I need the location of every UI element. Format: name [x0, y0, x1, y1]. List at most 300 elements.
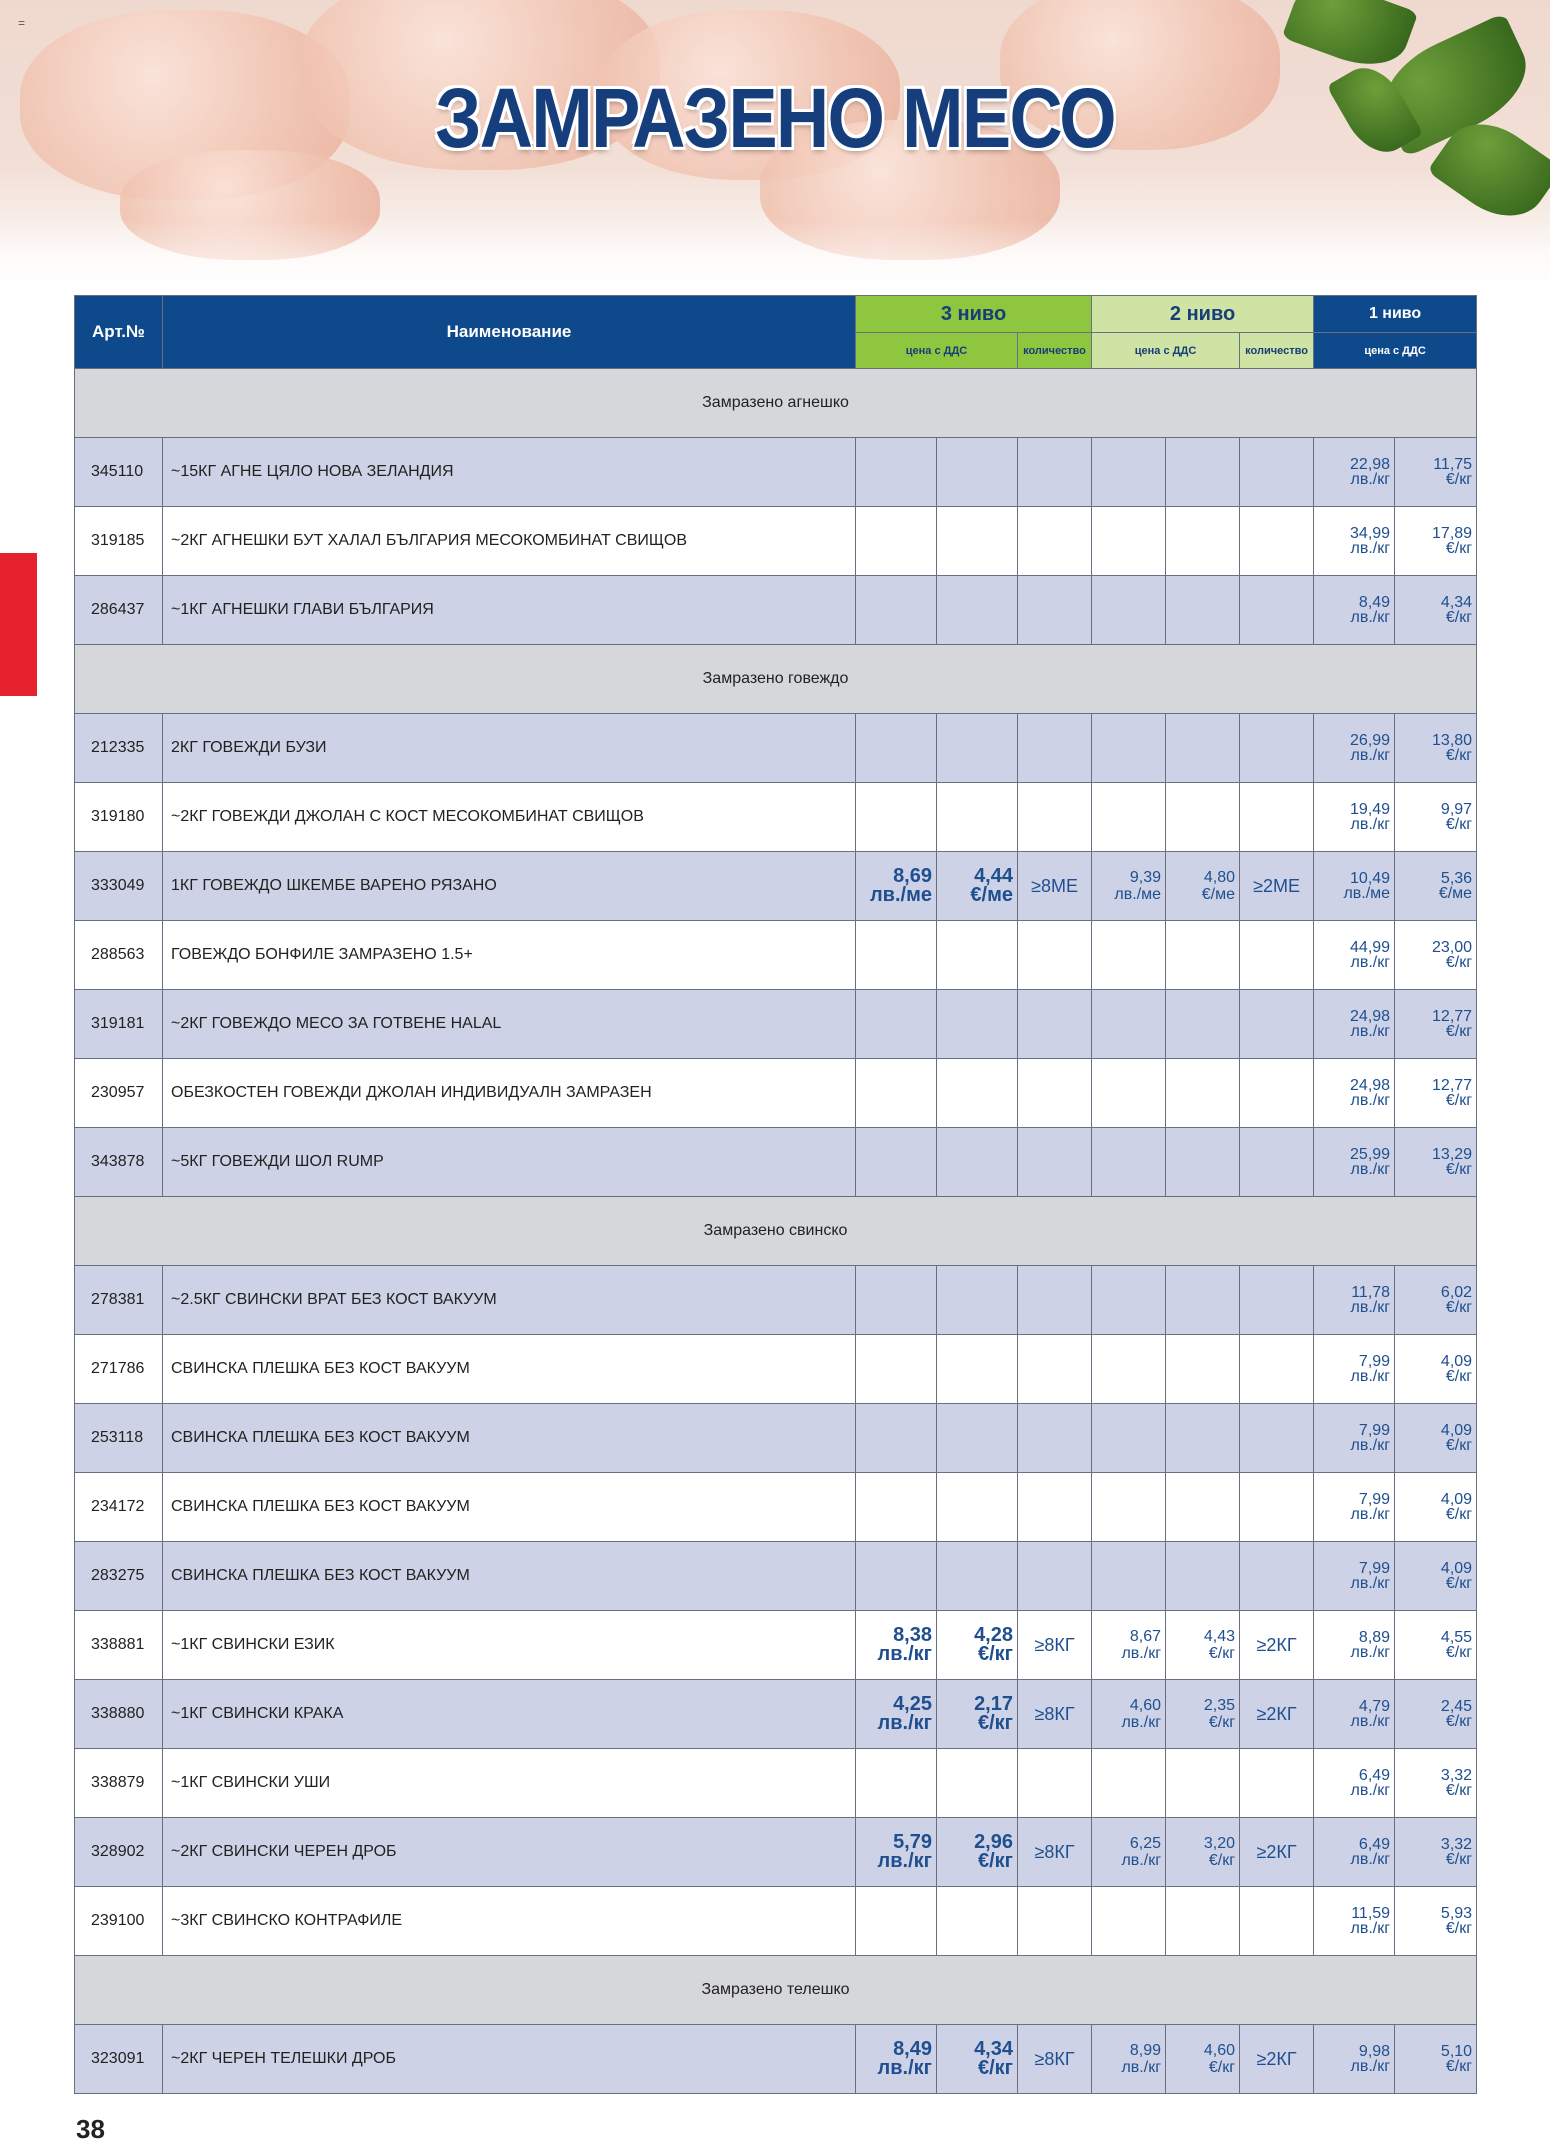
level1-price-eur-unit: €/кг — [1445, 1644, 1473, 1661]
level3-price-eur — [937, 576, 1018, 645]
section-side-tab — [0, 553, 37, 696]
level1-price-eur-unit: €/кг — [1445, 1782, 1473, 1799]
level2-price-bgn — [1092, 1059, 1166, 1128]
level3-price-bgn — [856, 1266, 937, 1335]
level1-price-bgn-unit: лв./кг — [1350, 747, 1391, 764]
level2-quantity — [1240, 1335, 1314, 1404]
level1-price-bgn-value: 26,99 — [1350, 732, 1391, 749]
article-code: 338880 — [75, 1680, 163, 1749]
level2-price-eur — [1166, 1059, 1240, 1128]
level2-price-eur — [1166, 1749, 1240, 1818]
level1-price-eur-unit: €/ме — [1438, 885, 1473, 902]
level3-quantity — [1018, 507, 1092, 576]
level2-price-bgn-value: 4,60 — [1129, 1697, 1162, 1714]
level1-price-bgn-value: 8,49 — [1358, 594, 1391, 611]
level3-quantity — [1018, 1749, 1092, 1818]
level2-price-eur — [1166, 990, 1240, 1059]
level3-price-bgn-value: 4,25 — [893, 1693, 932, 1715]
category-label: Замразено агнешко — [75, 369, 1477, 438]
level2-price-eur-value: 3,20 — [1203, 1835, 1236, 1852]
level2-price-bgn-unit: лв./кг — [1121, 1714, 1162, 1731]
level3-price-eur-value: 4,34 — [974, 2038, 1013, 2060]
product-name: ~2КГ ГОВЕЖДИ ДЖОЛАН С КОСТ МЕСОКОМБИНАТ СВИЩОВ — [163, 783, 856, 852]
article-code: 271786 — [75, 1335, 163, 1404]
level3-price-bgn-unit: лв./кг — [877, 1643, 932, 1665]
product-name: ~5КГ ГОВЕЖДИ ШОЛ RUMP — [163, 1128, 856, 1197]
level1-price-bgn-unit: лв./кг — [1350, 1644, 1391, 1661]
product-name: ~2КГ ГОВЕЖДО МЕСО ЗА ГОТВЕНЕ HALAL — [163, 990, 856, 1059]
level3-quantity — [1018, 1887, 1092, 1956]
level1-price-eur-unit: €/кг — [1445, 471, 1473, 488]
level1-price-eur-value: 4,09 — [1440, 1422, 1473, 1439]
level1-price-eur-value: 4,09 — [1440, 1560, 1473, 1577]
level2-quantity: ≥2МЕ — [1240, 852, 1314, 921]
subheader-level3-quantity: количество — [1018, 333, 1092, 369]
article-code: 253118 — [75, 1404, 163, 1473]
level2-quantity — [1240, 921, 1314, 990]
level2-price-bgn — [1092, 2025, 1166, 2094]
level3-price-bgn — [856, 852, 937, 921]
level3-price-bgn — [856, 1611, 937, 1680]
level2-price-eur — [1166, 1404, 1240, 1473]
level2-price-eur — [1166, 576, 1240, 645]
level3-price-eur — [937, 1749, 1018, 1818]
level1-price-eur-unit: €/кг — [1445, 1920, 1473, 1937]
level1-price-bgn-value: 8,89 — [1358, 1629, 1391, 1646]
table-row — [75, 1611, 1477, 1680]
level3-price-bgn — [856, 438, 937, 507]
table-row — [75, 507, 1477, 576]
category-row — [75, 645, 1477, 714]
article-code: 338881 — [75, 1611, 163, 1680]
level1-price-eur — [1395, 576, 1477, 645]
level3-price-bgn — [856, 990, 937, 1059]
article-code: 319185 — [75, 507, 163, 576]
product-name: ~3КГ СВИНСКО КОНТРАФИЛЕ — [163, 1887, 856, 1956]
level1-price-eur-value: 12,77 — [1432, 1008, 1473, 1025]
article-code: 239100 — [75, 1887, 163, 1956]
table-row — [75, 714, 1477, 783]
header-name: Наименование — [163, 296, 856, 369]
level2-price-eur — [1166, 921, 1240, 990]
level1-price-eur — [1395, 1404, 1477, 1473]
level2-price-bgn — [1092, 921, 1166, 990]
level2-price-bgn — [1092, 1335, 1166, 1404]
level3-price-bgn — [856, 1542, 937, 1611]
category-row — [75, 369, 1477, 438]
category-label: Замразено телешко — [75, 1956, 1477, 2025]
level3-price-eur-unit: €/кг — [977, 2057, 1013, 2079]
subheader-level1-price: цена с ДДС — [1314, 333, 1477, 369]
level1-price-bgn — [1314, 1059, 1395, 1128]
article-code: 288563 — [75, 921, 163, 990]
level2-price-eur-value: 2,35 — [1203, 1697, 1236, 1714]
corner-mark: = — [18, 16, 26, 30]
product-name: СВИНСКА ПЛЕШКА БЕЗ КОСТ ВАКУУМ — [163, 1542, 856, 1611]
table-row — [75, 2025, 1477, 2094]
product-name: ~1КГ СВИНСКИ УШИ — [163, 1749, 856, 1818]
level1-price-bgn-unit: лв./кг — [1350, 1920, 1391, 1937]
level2-price-bgn — [1092, 1680, 1166, 1749]
level2-price-eur-value: 4,43 — [1203, 1628, 1236, 1645]
level2-quantity — [1240, 1542, 1314, 1611]
product-name: ~15КГ АГНЕ ЦЯЛО НОВА ЗЕЛАНДИЯ — [163, 438, 856, 507]
level1-price-eur — [1395, 2025, 1477, 2094]
article-code: 319180 — [75, 783, 163, 852]
level2-price-bgn — [1092, 852, 1166, 921]
level2-price-bgn-value: 8,99 — [1129, 2042, 1162, 2059]
level3-price-eur-unit: €/кг — [977, 1643, 1013, 1665]
level2-price-eur — [1166, 1266, 1240, 1335]
table-row — [75, 1128, 1477, 1197]
level1-price-bgn-unit: лв./кг — [1350, 1368, 1391, 1385]
table-row — [75, 1818, 1477, 1887]
level2-price-bgn-unit: лв./кг — [1121, 2059, 1162, 2076]
article-code: 323091 — [75, 2025, 163, 2094]
level2-price-eur — [1166, 1335, 1240, 1404]
level1-price-eur-unit: €/кг — [1445, 1506, 1473, 1523]
level1-price-bgn — [1314, 576, 1395, 645]
level1-price-eur-unit: €/кг — [1445, 816, 1473, 833]
level1-price-eur — [1395, 507, 1477, 576]
level1-price-eur — [1395, 714, 1477, 783]
level3-price-eur — [937, 714, 1018, 783]
level1-price-eur — [1395, 1818, 1477, 1887]
level1-price-eur-value: 5,10 — [1440, 2043, 1473, 2060]
product-name: ~2.5КГ СВИНСКИ ВРАТ БЕЗ КОСТ ВАКУУМ — [163, 1266, 856, 1335]
level3-quantity — [1018, 921, 1092, 990]
category-label: Замразено свинско — [75, 1197, 1477, 1266]
product-name: ~1КГ АГНЕШКИ ГЛАВИ БЪЛГАРИЯ — [163, 576, 856, 645]
level3-price-bgn-value: 5,79 — [893, 1831, 932, 1853]
level1-price-eur-unit: €/кг — [1445, 1437, 1473, 1454]
level1-price-bgn — [1314, 1266, 1395, 1335]
product-name: 1КГ ГОВЕЖДО ШКЕМБЕ ВАРЕНО РЯЗАНО — [163, 852, 856, 921]
level3-price-eur — [937, 1404, 1018, 1473]
table-row — [75, 852, 1477, 921]
price-list-table — [74, 295, 1477, 2094]
level1-price-bgn-value: 4,79 — [1358, 1698, 1391, 1715]
level3-price-bgn-unit: лв./кг — [877, 1712, 932, 1734]
level2-price-bgn — [1092, 1887, 1166, 1956]
level2-quantity — [1240, 1059, 1314, 1128]
level1-price-eur — [1395, 990, 1477, 1059]
level1-price-eur — [1395, 1887, 1477, 1956]
level1-price-bgn — [1314, 1818, 1395, 1887]
level1-price-bgn — [1314, 1404, 1395, 1473]
level3-price-bgn-unit: лв./ме — [869, 884, 932, 906]
level2-price-eur — [1166, 1887, 1240, 1956]
level3-price-eur — [937, 1542, 1018, 1611]
level3-quantity: ≥8КГ — [1018, 1680, 1092, 1749]
article-code: 230957 — [75, 1059, 163, 1128]
level1-price-eur — [1395, 921, 1477, 990]
level1-price-eur-unit: €/кг — [1445, 1092, 1473, 1109]
product-name: СВИНСКА ПЛЕШКА БЕЗ КОСТ ВАКУУМ — [163, 1404, 856, 1473]
level1-price-bgn-value: 24,98 — [1350, 1008, 1391, 1025]
level3-price-bgn — [856, 2025, 937, 2094]
level1-price-bgn-value: 24,98 — [1350, 1077, 1391, 1094]
level1-price-bgn-value: 11,78 — [1351, 1284, 1391, 1301]
article-code: 286437 — [75, 576, 163, 645]
table-row — [75, 438, 1477, 507]
level1-price-eur-unit: €/кг — [1445, 1023, 1473, 1040]
level3-quantity — [1018, 1473, 1092, 1542]
level2-quantity — [1240, 576, 1314, 645]
level2-price-eur — [1166, 1611, 1240, 1680]
level1-price-eur-unit: €/кг — [1445, 1713, 1473, 1730]
level2-price-bgn — [1092, 1818, 1166, 1887]
level3-quantity — [1018, 1128, 1092, 1197]
level3-quantity: ≥8МЕ — [1018, 852, 1092, 921]
table-row — [75, 1335, 1477, 1404]
level2-quantity: ≥2КГ — [1240, 2025, 1314, 2094]
level2-price-bgn — [1092, 1266, 1166, 1335]
level1-price-bgn-value: 10,49 — [1350, 870, 1391, 887]
level3-quantity — [1018, 576, 1092, 645]
level3-price-bgn — [856, 783, 937, 852]
level3-quantity — [1018, 990, 1092, 1059]
level2-quantity — [1240, 507, 1314, 576]
level1-price-eur — [1395, 1680, 1477, 1749]
level3-price-eur — [937, 1818, 1018, 1887]
page-number: 38 — [76, 2114, 105, 2144]
level3-price-eur-unit: €/кг — [977, 1712, 1013, 1734]
level3-price-bgn-value: 8,69 — [893, 865, 932, 887]
article-code: 345110 — [75, 438, 163, 507]
level3-price-bgn — [856, 1059, 937, 1128]
level3-price-eur — [937, 438, 1018, 507]
level1-price-bgn-unit: лв./кг — [1350, 816, 1391, 833]
level2-price-bgn — [1092, 1128, 1166, 1197]
level3-price-eur-value: 2,17 — [974, 1693, 1013, 1715]
table-row — [75, 576, 1477, 645]
subheader-level2-quantity: количество — [1240, 333, 1314, 369]
level1-price-eur — [1395, 783, 1477, 852]
level3-price-eur — [937, 1473, 1018, 1542]
level2-price-bgn — [1092, 1542, 1166, 1611]
level1-price-bgn-unit: лв./кг — [1350, 1575, 1391, 1592]
level3-price-eur — [937, 852, 1018, 921]
table-row — [75, 1887, 1477, 1956]
level3-price-bgn — [856, 1404, 937, 1473]
category-label: Замразено говеждо — [75, 645, 1477, 714]
level2-quantity — [1240, 1473, 1314, 1542]
level2-price-eur — [1166, 507, 1240, 576]
level1-price-eur — [1395, 1266, 1477, 1335]
product-name: ~2КГ ЧЕРЕН ТЕЛЕШКИ ДРОБ — [163, 2025, 856, 2094]
level3-quantity — [1018, 714, 1092, 783]
level3-price-bgn — [856, 1818, 937, 1887]
level3-price-bgn — [856, 1128, 937, 1197]
level2-price-bgn — [1092, 714, 1166, 783]
table-row — [75, 990, 1477, 1059]
level2-price-bgn — [1092, 1749, 1166, 1818]
level1-price-eur-unit: €/кг — [1445, 1575, 1473, 1592]
level2-price-eur-unit: €/кг — [1208, 1645, 1236, 1662]
level1-price-eur — [1395, 1473, 1477, 1542]
article-code: 234172 — [75, 1473, 163, 1542]
level1-price-eur-unit: €/кг — [1445, 609, 1473, 626]
level3-price-eur-value: 4,28 — [974, 1624, 1013, 1646]
level1-price-bgn — [1314, 852, 1395, 921]
level3-price-bgn — [856, 1473, 937, 1542]
level1-price-eur-value: 13,80 — [1432, 732, 1473, 749]
article-code: 319181 — [75, 990, 163, 1059]
level1-price-eur — [1395, 852, 1477, 921]
level3-price-bgn-unit: лв./кг — [877, 1850, 932, 1872]
level1-price-eur — [1395, 1059, 1477, 1128]
level3-price-bgn — [856, 714, 937, 783]
table-row — [75, 1473, 1477, 1542]
page-title: ЗАМРАЗЕНО МЕСО — [435, 71, 1115, 165]
level1-price-bgn — [1314, 1680, 1395, 1749]
level1-price-eur-unit: €/кг — [1445, 1299, 1473, 1316]
level3-price-eur — [937, 1266, 1018, 1335]
level1-price-bgn-unit: лв./кг — [1350, 1782, 1391, 1799]
level2-price-bgn-unit: лв./кг — [1121, 1645, 1162, 1662]
level1-price-eur-value: 11,75 — [1433, 456, 1473, 473]
level1-price-eur — [1395, 1749, 1477, 1818]
level1-price-bgn — [1314, 438, 1395, 507]
level1-price-eur-value: 13,29 — [1432, 1146, 1473, 1163]
level2-quantity — [1240, 1749, 1314, 1818]
article-code: 212335 — [75, 714, 163, 783]
level3-price-eur — [937, 990, 1018, 1059]
level1-price-bgn-value: 9,98 — [1358, 2043, 1391, 2060]
level3-quantity — [1018, 783, 1092, 852]
level2-price-bgn — [1092, 990, 1166, 1059]
table-row — [75, 921, 1477, 990]
level2-price-eur-unit: €/кг — [1208, 1852, 1236, 1869]
level3-price-bgn-unit: лв./кг — [877, 2057, 932, 2079]
level2-price-eur-unit: €/кг — [1208, 1714, 1236, 1731]
level1-price-bgn-unit: лв./кг — [1350, 1023, 1391, 1040]
level3-quantity — [1018, 1335, 1092, 1404]
level1-price-bgn-value: 7,99 — [1358, 1491, 1391, 1508]
level2-price-eur — [1166, 1473, 1240, 1542]
level2-price-bgn — [1092, 507, 1166, 576]
article-code: 338879 — [75, 1749, 163, 1818]
level1-price-eur — [1395, 438, 1477, 507]
level2-price-bgn-value: 9,39 — [1129, 869, 1162, 886]
level3-price-bgn — [856, 507, 937, 576]
level1-price-bgn — [1314, 1335, 1395, 1404]
level3-quantity — [1018, 1059, 1092, 1128]
level3-price-bgn — [856, 576, 937, 645]
header-level2: 2 ниво — [1092, 296, 1314, 333]
level1-price-eur-value: 3,32 — [1440, 1836, 1473, 1853]
table-row — [75, 783, 1477, 852]
header-code: Арт.№ — [75, 296, 163, 369]
table-row — [75, 1680, 1477, 1749]
level1-price-bgn — [1314, 990, 1395, 1059]
level3-price-bgn — [856, 921, 937, 990]
level1-price-bgn — [1314, 507, 1395, 576]
level1-price-eur-unit: €/кг — [1445, 747, 1473, 764]
subheader-level3-price: цена с ДДС — [856, 333, 1018, 369]
level3-quantity: ≥8КГ — [1018, 1818, 1092, 1887]
level2-price-eur-value: 4,60 — [1203, 2042, 1236, 2059]
level1-price-bgn-unit: лв./кг — [1350, 1713, 1391, 1730]
level2-price-bgn — [1092, 438, 1166, 507]
level3-price-eur — [937, 1128, 1018, 1197]
level3-price-eur — [937, 2025, 1018, 2094]
level1-price-bgn-value: 19,49 — [1350, 801, 1391, 818]
level3-price-bgn — [856, 1680, 937, 1749]
level2-price-eur-unit: €/кг — [1208, 2059, 1236, 2076]
level2-quantity: ≥2КГ — [1240, 1611, 1314, 1680]
product-name: 2КГ ГОВЕЖДИ БУЗИ — [163, 714, 856, 783]
level3-quantity — [1018, 1404, 1092, 1473]
level1-price-bgn-unit: лв./кг — [1350, 954, 1391, 971]
level1-price-bgn-unit: лв./кг — [1350, 1161, 1391, 1178]
level1-price-eur-value: 5,93 — [1440, 1905, 1473, 1922]
level1-price-eur-value: 4,09 — [1440, 1491, 1473, 1508]
level1-price-bgn — [1314, 1611, 1395, 1680]
level1-price-eur-value: 12,77 — [1432, 1077, 1473, 1094]
level3-price-eur — [937, 1611, 1018, 1680]
level3-price-eur-value: 4,44 — [974, 865, 1013, 887]
level2-quantity: ≥2КГ — [1240, 1680, 1314, 1749]
product-name: ОБЕЗКОСТЕН ГОВЕЖДИ ДЖОЛАН ИНДИВИДУАЛН ЗАМРАЗЕН — [163, 1059, 856, 1128]
level2-quantity — [1240, 1266, 1314, 1335]
table-row — [75, 1749, 1477, 1818]
product-name: ГОВЕЖДО БОНФИЛЕ ЗАМРАЗЕНО 1.5+ — [163, 921, 856, 990]
level1-price-bgn-unit: лв./кг — [1350, 2058, 1391, 2075]
level1-price-bgn — [1314, 714, 1395, 783]
product-name: СВИНСКА ПЛЕШКА БЕЗ КОСТ ВАКУУМ — [163, 1335, 856, 1404]
product-name: ~2КГ АГНЕШКИ БУТ ХАЛАЛ БЪЛГАРИЯ МЕСОКОМБИНАТ СВИЩОВ — [163, 507, 856, 576]
level1-price-bgn-value: 11,59 — [1351, 1905, 1391, 1922]
level2-price-eur — [1166, 852, 1240, 921]
level2-price-bgn — [1092, 576, 1166, 645]
level1-price-bgn-value: 22,98 — [1350, 456, 1391, 473]
level1-price-eur — [1395, 1611, 1477, 1680]
level2-price-eur-unit: €/ме — [1201, 886, 1236, 903]
level3-price-eur-unit: €/кг — [977, 1850, 1013, 1872]
level2-price-bgn-value: 6,25 — [1129, 1835, 1162, 1852]
level2-quantity: ≥2КГ — [1240, 1818, 1314, 1887]
level3-quantity — [1018, 1542, 1092, 1611]
subheader-level2-price: цена с ДДС — [1092, 333, 1240, 369]
level1-price-bgn-value: 6,49 — [1358, 1767, 1391, 1784]
level1-price-bgn — [1314, 1887, 1395, 1956]
level1-price-bgn-unit: лв./кг — [1350, 471, 1391, 488]
level2-price-bgn — [1092, 1611, 1166, 1680]
level2-quantity — [1240, 438, 1314, 507]
level1-price-bgn — [1314, 1542, 1395, 1611]
level1-price-bgn — [1314, 921, 1395, 990]
level1-price-bgn — [1314, 1473, 1395, 1542]
level3-price-eur — [937, 1335, 1018, 1404]
level2-price-bgn — [1092, 783, 1166, 852]
level1-price-bgn-unit: лв./кг — [1350, 1506, 1391, 1523]
category-row — [75, 1197, 1477, 1266]
article-code: 343878 — [75, 1128, 163, 1197]
article-code: 278381 — [75, 1266, 163, 1335]
level2-price-eur — [1166, 1128, 1240, 1197]
level1-price-bgn — [1314, 783, 1395, 852]
level1-price-eur-value: 4,55 — [1440, 1629, 1473, 1646]
level3-price-bgn — [856, 1335, 937, 1404]
level2-price-bgn — [1092, 1473, 1166, 1542]
level3-price-eur — [937, 1887, 1018, 1956]
level1-price-bgn-unit: лв./кг — [1350, 1092, 1391, 1109]
level2-price-eur — [1166, 438, 1240, 507]
level3-price-eur — [937, 507, 1018, 576]
level2-quantity — [1240, 1128, 1314, 1197]
